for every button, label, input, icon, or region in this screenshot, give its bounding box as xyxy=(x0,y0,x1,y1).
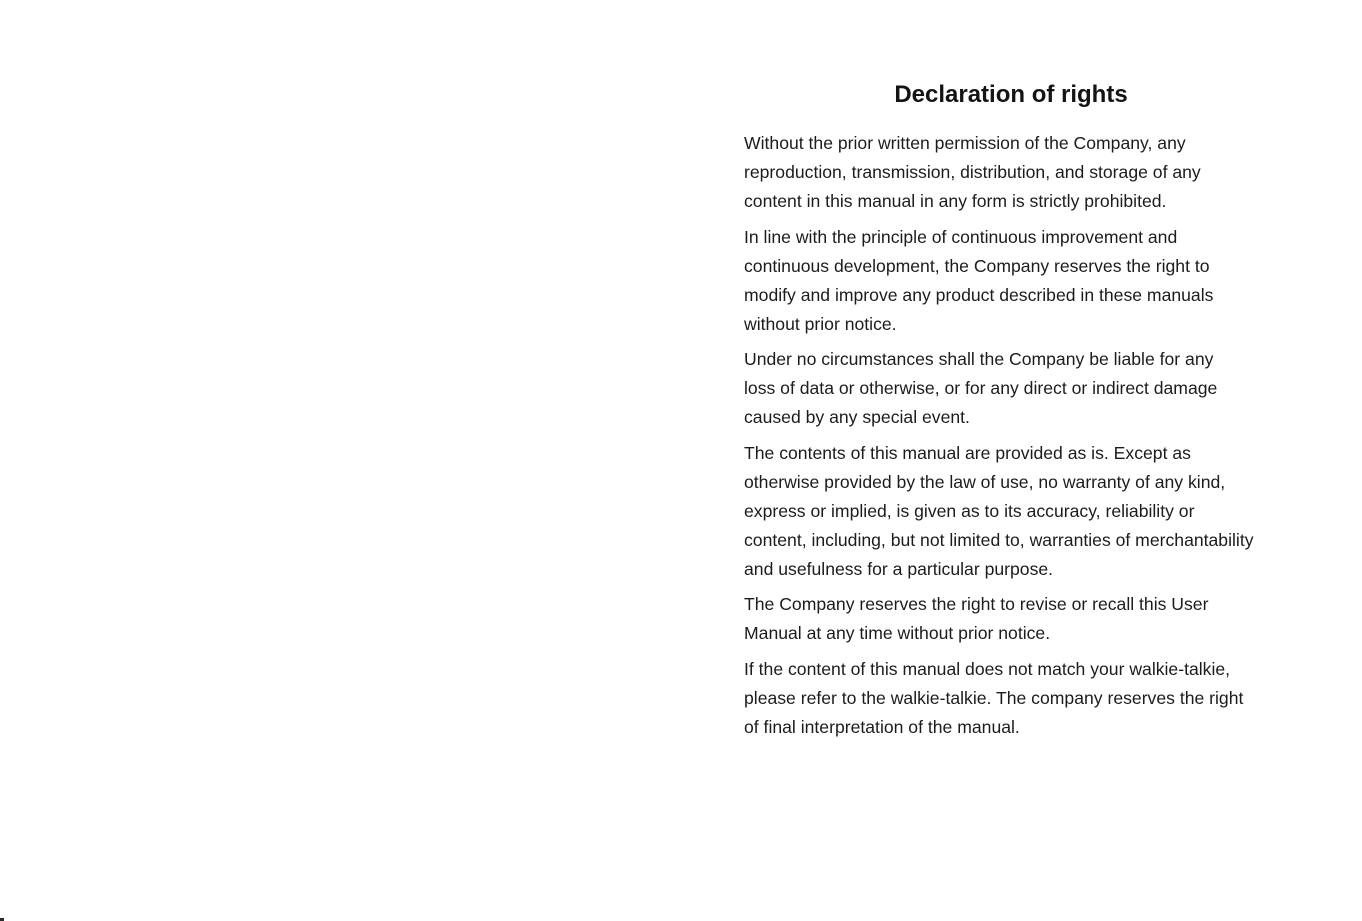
paragraph-final-interpretation: If the content of this manual does not match your walkie-talkie, please refer to the walkie-talkie. The company reserves the right of final interpretation of the manual. xyxy=(744,658,1244,737)
page-title: Declaration of rights xyxy=(894,81,1128,108)
paragraph-warranty-disclaimer: The contents of this manual are provided as is. Except as otherwise provided by the law of use, no warranty of any kind, express or implied, is given as to its accuracy, reliability or content, including, but not limited to, warranties of merchantability and usefulness for a particular purpose. xyxy=(744,442,1254,579)
paragraph-reproduction-prohibited: Without the prior written permission of the Company, any reproduction, transmission, distribution, and storage of any content in this manual in any form is strictly prohibited. xyxy=(744,133,1201,211)
declaration-page xyxy=(681,0,1362,921)
paragraph-product-modification: In line with the principle of continuous improvement and continuous development, the Company reserves the right to modify and improve any product described in these manuals without prior notice. xyxy=(744,226,1214,334)
paragraph-liability: Under no circumstances shall the Company be liable for any loss of data or otherwise, or for any direct or indirect damage caused by any special event. xyxy=(744,349,1218,427)
paragraph-revision-rights: The Company reserves the right to revise or recall this User Manual at any time without prior notice. xyxy=(744,594,1209,643)
declaration-body xyxy=(744,129,1304,748)
